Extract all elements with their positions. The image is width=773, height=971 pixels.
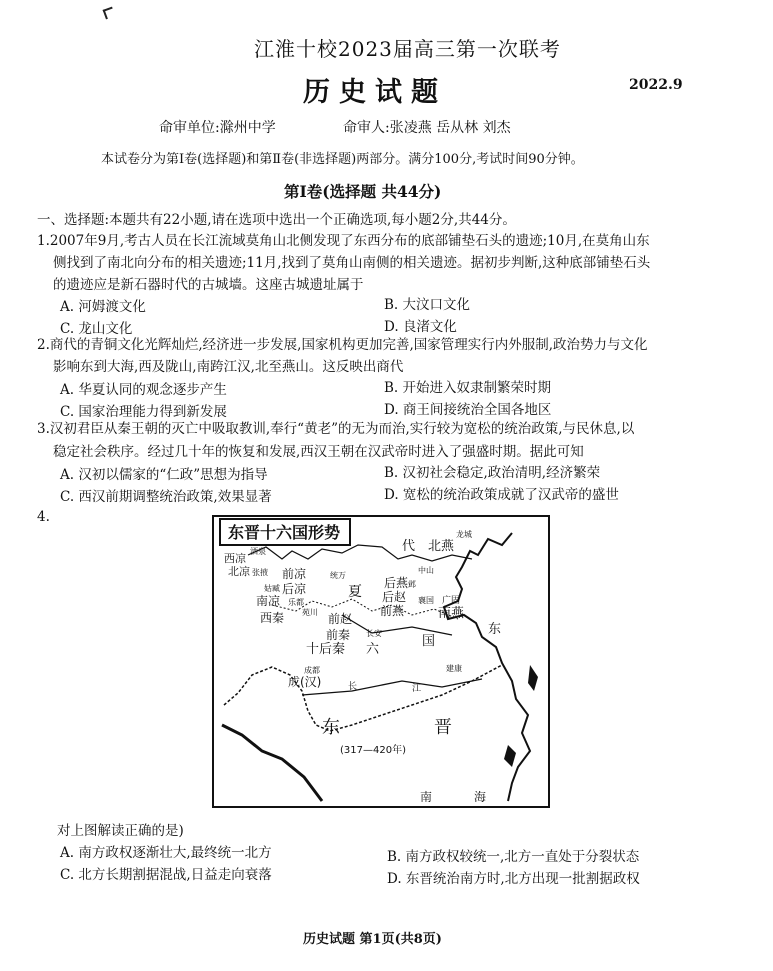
map-place-label: 北凉 <box>228 565 250 578</box>
map-place-label: 南凉 <box>256 594 281 608</box>
map-place-label: 乐都 <box>288 598 304 607</box>
map-place-label: (317—420年) <box>340 745 406 756</box>
map-place-label: 海 <box>474 790 487 804</box>
map-place-label: 代 <box>402 539 416 554</box>
exam-title: 江淮十校2023届高三第一次联考 <box>254 37 561 61</box>
map-place-label: 长安 <box>366 629 382 638</box>
map-place-label: 成(汉) <box>288 675 322 689</box>
q3-option-a[interactable]: A. 汉初以儒家的“仁政”思想为指导 <box>60 467 268 483</box>
subject-title: 历史试题 <box>303 77 447 108</box>
q2-option-c[interactable]: C. 国家治理能力得到新发展 <box>60 404 227 420</box>
map-place-label: 六 <box>366 642 380 657</box>
map-title: 东晋十六国形势 <box>228 523 341 542</box>
q4-number: 4. <box>37 509 50 525</box>
map-place-label: 龙城 <box>456 530 472 539</box>
q4-option-c[interactable]: C. 北方长期割据混战,日益走向衰落 <box>60 867 272 883</box>
q3-option-c[interactable]: C. 西汉前期调整统治政策,效果显著 <box>60 489 272 505</box>
map-place-label: 国 <box>422 634 436 649</box>
map-place-label: 酒泉 <box>250 547 266 556</box>
setting-unit: 命审单位:滁州中学 <box>159 120 276 136</box>
map-place-label: 广固 <box>442 596 461 606</box>
map-place-label: 后凉 <box>282 582 307 596</box>
map-place-label: 北燕 <box>428 539 455 554</box>
q1-option-a[interactable]: A. 河姆渡文化 <box>60 299 146 315</box>
setters: 命审人:张凌燕 岳从林 刘杰 <box>343 120 511 136</box>
map-place-label: 成都 <box>304 666 320 675</box>
map-place-label: 张掖 <box>252 568 268 577</box>
part-1-heading: 第Ⅰ卷(选择题 共44分) <box>284 182 442 201</box>
q3-stem-line: 稳定社会秩序。经过几十年的恢复和发展,西汉王朝在汉武帝时进入了强盛时期。据此可知 <box>53 444 584 460</box>
map-place-label: 东 <box>322 717 340 738</box>
q3-stem-line: 3.汉初君臣从秦王朝的灭亡中吸取教训,奉行“黄老”的无为而治,实行较为宽松的统治政策,与民休息,以 <box>37 421 635 437</box>
map-place-label: 长 <box>348 682 358 692</box>
map-place-label: 统万 <box>330 571 346 580</box>
corner-mark <box>103 7 116 20</box>
map-place-label: 建康 <box>446 664 462 673</box>
map-place-label: 襄国 <box>418 596 434 605</box>
map-place-label: 西凉 <box>224 552 246 565</box>
q1-stem-line: 1.2007年9月,考古人员在长江流域莫角山北侧发现了东西分布的底部铺垫石头的遗迹;10月,在莫角山东 <box>37 233 650 249</box>
page-footer: 历史试题 第1页(共8页) <box>303 932 442 947</box>
map-place-label: 南 <box>420 790 433 804</box>
q1-stem-line: 的遗迹应是新石器时代的古城墙。这座古城遗址属于 <box>53 277 364 293</box>
q2-option-b[interactable]: B. 开始进入奴隶制繁荣时期 <box>384 380 552 396</box>
map-place-label: 前赵 <box>328 612 353 626</box>
q3-option-d[interactable]: D. 宽松的统治政策成就了汉武帝的盛世 <box>384 487 619 503</box>
map-place-label: 西秦 <box>260 611 285 625</box>
map-place-label: 南燕 <box>438 606 465 621</box>
map-place-label: 前秦 <box>326 628 351 642</box>
map-place-label: 苑川 <box>302 608 318 617</box>
q3-option-b[interactable]: B. 汉初社会稳定,政治清明,经济繁荣 <box>384 465 601 481</box>
q2-stem-line: 2.商代的青铜文化光辉灿烂,经济进一步发展,国家机构更加完善,国家管理实行内外服制,政治势力与文化 <box>37 337 648 353</box>
q2-option-d[interactable]: D. 商王间接统治全国各地区 <box>384 402 552 418</box>
q1-stem-line: 侧找到了南北向分布的相关遗迹;11月,找到了莫角山南侧的相关遗迹。据初步判断,这种底部铺垫石头 <box>53 255 651 271</box>
q1-option-c[interactable]: C. 龙山文化 <box>60 321 133 337</box>
section-instruction: 一、选择题:本题共有22小题,请在选项中选出一个正确选项,每小题2分,共44分。 <box>37 212 516 228</box>
q1-option-b[interactable]: B. 大汶口文化 <box>384 297 471 313</box>
map-place-label: 东 <box>488 622 502 637</box>
map-place-label: 江 <box>412 684 422 694</box>
map-place-label: 姑臧 <box>264 584 280 593</box>
map-place-label: 十后秦 <box>306 642 346 657</box>
map-place-label: 前凉 <box>282 567 307 581</box>
map-place-label: 中山 <box>418 566 434 575</box>
map-place-label: 晋 <box>434 717 452 738</box>
map-place-label: 夏 <box>348 584 362 600</box>
q4-stem: 对上图解读正确的是) <box>57 823 184 839</box>
q4-option-b[interactable]: B. 南方政权较统一,北方一直处于分裂状态 <box>387 849 640 865</box>
q2-stem-line: 影响东到大海,西及陇山,南跨江汉,北至燕山。这反映出商代 <box>53 359 404 375</box>
q4-option-a[interactable]: A. 南方政权逐渐壮大,最终统一北方 <box>60 845 272 861</box>
exam-intro: 本试卷分为第Ⅰ卷(选择题)和第Ⅱ卷(非选择题)两部分。满分100分,考试时间90分钟。 <box>101 152 584 167</box>
map-place-label: 邺 <box>408 580 416 589</box>
eastern-jin-map <box>212 515 550 808</box>
q4-option-d[interactable]: D. 东晋统治南方时,北方出现一批割据政权 <box>387 871 640 887</box>
map-place-label: 后赵 <box>382 590 407 604</box>
map-place-label: 前燕 <box>380 604 405 618</box>
map-place-label: 后燕 <box>384 576 409 590</box>
q1-option-d[interactable]: D. 良渚文化 <box>384 319 457 335</box>
exam-date: 2022.9 <box>629 77 683 93</box>
q2-option-a[interactable]: A. 华夏认同的观念逐步产生 <box>60 382 227 398</box>
